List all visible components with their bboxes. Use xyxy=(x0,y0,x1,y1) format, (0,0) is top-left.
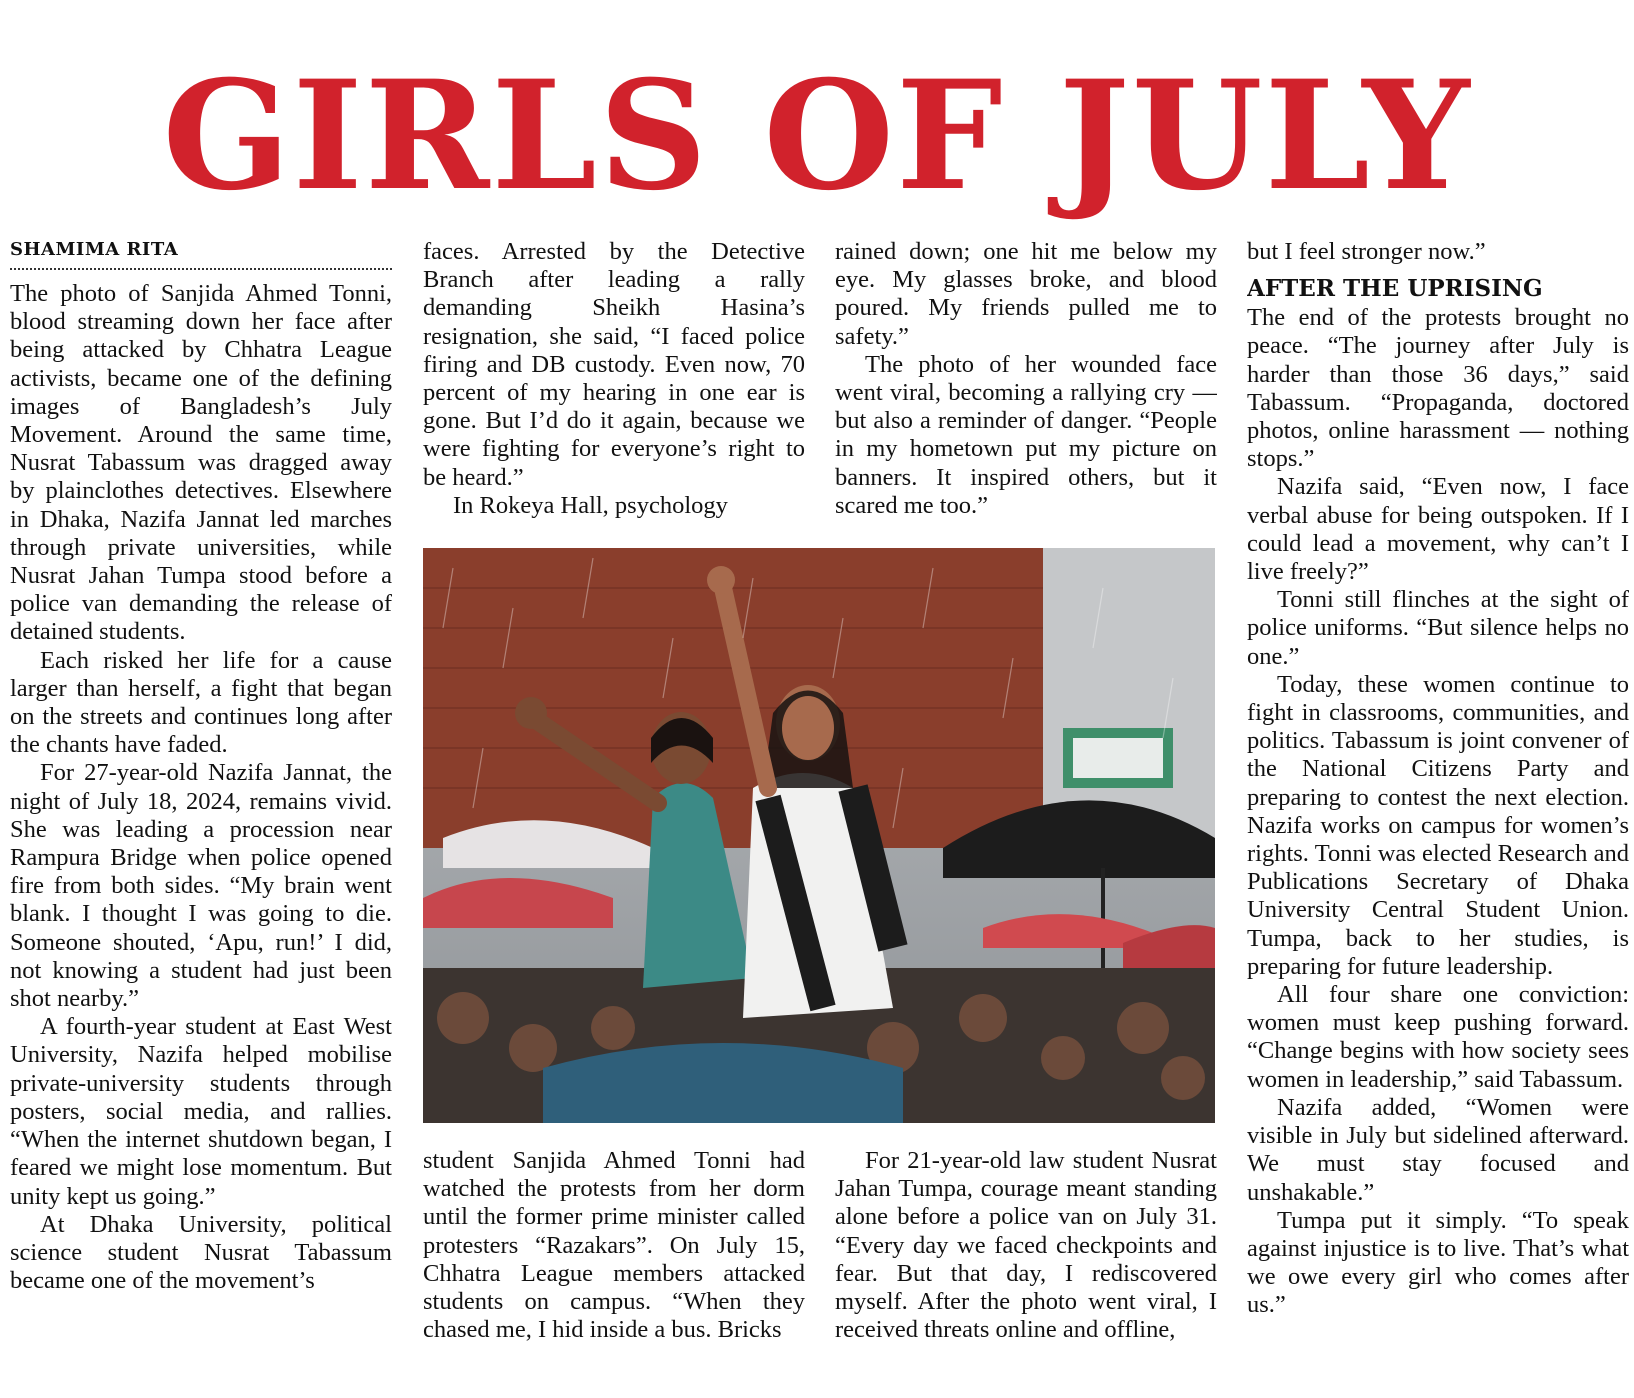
paragraph: For 27-year-old Nazifa Jannat, the night of July 18, 2024, remains vivid. She was leading a procession near Rampura Bridge when police opened fire from both sides. “My brain went blank. I thought I was going to die. Someone shouted, ‘Apu, run!’ I did, not knowing a student had just been shot nearby.” xyxy=(10,759,392,1013)
paragraph: All four share one conviction: women must keep pushing forward. “Change begins with how society sees women in leadership,” said Tabassum. xyxy=(1247,981,1629,1093)
paragraph: student Sanjida Ahmed Tonni had watched the protests from her dorm until the former prime minister called protesters “Razakars”. On July 15, Chhatra League members attacked students on campus. “When they chased me, I hid inside a bus. Bricks xyxy=(423,1147,805,1344)
paragraph: The photo of her wounded face went viral, becoming a rallying cry — but also a reminder of danger. “People in my hometown put my picture on banners. It inspired others, but it scared me too.” xyxy=(835,350,1217,519)
column-3-bottom xyxy=(835,1147,1217,1397)
column-2-top xyxy=(423,238,805,528)
paragraph: Nazifa added, “Women were visible in July but sidelined afterward. We must stay focused and unshakable.” xyxy=(1247,1093,1629,1206)
column-1 xyxy=(10,238,392,1398)
paragraph: For 21-year-old law student Nusrat Jahan Tumpa, courage meant standing alone before a police van on July 31. “Every day we faced checkpoints and fear. But that day, I rediscovered myself. After the photo went viral, I received threats online and offline, xyxy=(835,1147,1217,1344)
paragraph: Nazifa said, “Even now, I face verbal abuse for being outspoken. If I could lead a movement, why can’t I live freely?” xyxy=(1247,473,1629,586)
paragraph: Each risked her life for a cause larger than herself, a fight that began on the streets and continues long after the chants have faded. xyxy=(10,646,392,759)
paragraph: rained down; one hit me below my eye. My glasses broke, and blood poured. My friends pulled me to safety.” xyxy=(835,238,1217,350)
column-2-bottom xyxy=(423,1147,805,1397)
paragraph: but I feel stronger now.” xyxy=(1247,238,1486,265)
paragraph: Tumpa put it simply. “To speak against injustice is to live. That’s what we owe every girl who comes after us.” xyxy=(1247,1206,1629,1319)
paragraph: In Rokeya Hall, psychology xyxy=(453,491,728,519)
byline: SHAMIMA RITA xyxy=(10,238,392,270)
paragraph: At Dhaka University, political science student Nusrat Tabassum became one of the movement’s xyxy=(10,1210,392,1295)
paragraph: Today, these women continue to fight in classrooms, communities, and politics. Tabassum is joint convener of the National Citizens Party and preparing to contest the next election. Nazifa works on campus for women’s rights. Tonni was elected Research and Publications Secretary of Dhaka University Central Student Union. Tumpa, back to her studies, is preparing for future leadership. xyxy=(1247,670,1629,980)
headline: GIRLS OF JULY xyxy=(162,48,1472,224)
paragraph: Tonni still flinches at the sight of police uniforms. “But silence helps no one.” xyxy=(1247,586,1629,670)
subhead: AFTER THE UPRISING xyxy=(1247,275,1543,303)
column-3-top xyxy=(835,238,1217,528)
paragraph: faces. Arrested by the Detective Branch after leading a rally demanding Sheikh Hasina’s resignation, she said, “I faced police firing and DB custody. Even now, 70 percent of my hearing in one ear is gone. But I’d do it again, because we were fighting for everyone’s right to be heard.” xyxy=(423,238,805,491)
paragraph: The end of the protests brought no peace. “The journey after July is harder than those 36 days,” said Tabassum. “Propaganda, doctored photos, online harassment — nothing stops.” xyxy=(1247,304,1629,473)
protest-photo-icon xyxy=(423,548,1215,1123)
protest-photo xyxy=(423,548,1215,1123)
paragraph: The photo of Sanjida Ahmed Tonni, blood streaming down her face after being attacked by Chhatra League activists, became one of the defining images of Bangladesh’s July Movement. Around the same time, Nusrat Tabassum was dragged away by plainclothes detectives. Elsewhere in Dhaka, Nazifa Jannat led marches through private universities, while Nusrat Jahan Tumpa stood before a police van demanding the release of detained students. xyxy=(10,280,392,646)
paragraph: A fourth-year student at East West University, Nazifa helped mobilise private-university students through posters, social media, and rallies. “When the internet shutdown began, I feared we might lose momentum. But unity kept us going.” xyxy=(10,1013,392,1210)
column-4 xyxy=(1247,238,1629,1398)
